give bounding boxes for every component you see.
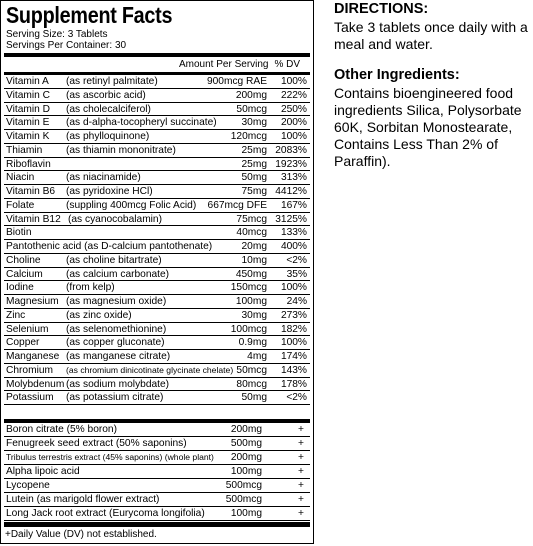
- nutrient-dv: 100%: [280, 76, 307, 87]
- nutrient-dv: 4412%: [275, 186, 307, 197]
- nutrient-row: [4, 281, 310, 295]
- nutrient-dv: 167%: [280, 199, 307, 211]
- nutrient-source: (as choline bitartrate): [66, 254, 162, 266]
- nutrient-name: Selenium: [6, 323, 49, 335]
- other-name: Tribulus terrestris extract (45% saponins) (whole plant): [6, 452, 214, 462]
- other-amount: 100mg: [230, 508, 262, 519]
- other-row: [4, 423, 310, 437]
- nutrient-row: [4, 103, 310, 117]
- other-row: [4, 493, 310, 507]
- nutrient-source: (as manganese citrate): [66, 351, 171, 362]
- nutrient-name: Magnesium: [6, 296, 59, 307]
- other-amount: 500mcg: [225, 494, 262, 505]
- nutrient-source: (as retinyl palmitate): [66, 76, 158, 87]
- directions-text: Take 3 tablets once daily with a meal and water.: [334, 19, 528, 52]
- nutrient-row: [4, 323, 310, 337]
- nutrient-source: (as pyridoxine HCl): [66, 186, 153, 197]
- thick-divider: [4, 53, 310, 57]
- other-name: Long Jack root extract (Eurycoma longifolia): [6, 508, 205, 519]
- other-amount: 100mg: [230, 466, 262, 477]
- other-ingredients-text: Contains bioengineered food ingredients Silica, Polysorbate 60K, Sorbitan Monostearate, Contains Less Than 2% of Paraffin).: [334, 85, 522, 169]
- nutrient-amount: 100mg: [235, 296, 267, 307]
- nutrient-row: [4, 391, 310, 405]
- nutrient-name: Niacin: [6, 172, 35, 184]
- nutrient-row: [4, 254, 310, 268]
- nutrient-row: [4, 378, 310, 392]
- other-row: [4, 437, 310, 451]
- directions-heading: DIRECTIONS:: [334, 1, 429, 17]
- other-dv: +: [298, 424, 304, 435]
- nutrient-source: (as copper gluconate): [66, 337, 165, 349]
- nutrient-amount: 80mcg: [236, 378, 267, 390]
- nutrient-row: [4, 226, 310, 240]
- nutrient-amount: 200mg: [235, 89, 267, 101]
- other-name: Fenugreek seed extract (50% saponins): [6, 438, 187, 449]
- nutrient-amount: 30mg: [241, 117, 267, 129]
- other-row: [4, 465, 310, 479]
- nutrient-row: [4, 295, 310, 309]
- nutrient-row: [4, 171, 310, 185]
- nutrient-name: Chromium: [6, 364, 53, 376]
- nutrient-amount: 10mg: [241, 254, 267, 266]
- nutrient-source: (as cholecalciferol): [66, 103, 151, 115]
- nutrient-source: (as niacinamide): [66, 172, 141, 184]
- nutrient-dv: 100%: [280, 131, 307, 142]
- nutrient-amount: 75mg: [241, 186, 267, 197]
- column-header: [4, 58, 310, 72]
- nutrient-name: Iodine: [6, 282, 34, 294]
- nutrient-table: [4, 75, 310, 405]
- nutrient-dv: 313%: [280, 172, 307, 184]
- nutrient-dv: 100%: [280, 282, 307, 294]
- other-name: Alpha lipoic acid: [6, 466, 80, 477]
- nutrient-amount: 75mcg: [236, 213, 267, 225]
- nutrient-dv: 273%: [280, 309, 307, 321]
- servings-per-container: Servings Per Container: 30: [6, 40, 127, 51]
- nutrient-amount: 450mg: [235, 268, 267, 280]
- nutrient-name: Vitamin E: [6, 117, 50, 129]
- nutrient-source: (suppling 400mcg Folic Acid): [66, 199, 197, 211]
- nutrient-amount: 30mg: [241, 309, 267, 321]
- other-dv: +: [298, 494, 304, 505]
- nutrient-amount: 667mcg DFE: [207, 199, 267, 211]
- other-dv: +: [298, 466, 304, 477]
- nutrient-amount: 50mg: [241, 392, 267, 404]
- other-dv: +: [298, 508, 304, 519]
- other-amount: 200mg: [230, 424, 262, 435]
- nutrient-row: [4, 144, 310, 158]
- other-amount: 500mcg: [225, 480, 262, 491]
- nutrient-amount: 120mcg: [230, 131, 267, 142]
- nutrient-amount: 0.9mg: [238, 337, 267, 349]
- nutrient-name: Vitamin B12: [6, 213, 61, 225]
- nutrient-row: [4, 89, 310, 103]
- nutrient-name: Choline: [6, 254, 41, 266]
- nutrient-amount: 20mg: [241, 241, 267, 252]
- nutrient-dv: 178%: [280, 378, 307, 390]
- nutrient-dv: 2083%: [275, 144, 307, 156]
- nutrient-amount: 900mcg RAE: [206, 76, 267, 87]
- other-dv: +: [298, 452, 304, 463]
- nutrient-row: [4, 185, 310, 199]
- other-row: [4, 451, 310, 465]
- nutrient-row: [4, 199, 310, 213]
- other-amount: 200mg: [230, 452, 262, 463]
- nutrient-dv: 250%: [280, 103, 307, 115]
- amount-header: Amount Per Serving: [179, 59, 269, 70]
- nutrient-dv: 174%: [280, 351, 307, 362]
- nutrient-row: [4, 336, 310, 350]
- dv-header: % DV: [274, 59, 300, 70]
- other-name: Boron citrate (5% boron): [6, 424, 117, 435]
- nutrient-source: (as potassium citrate): [66, 392, 164, 404]
- nutrient-name: Potassium: [6, 392, 54, 404]
- nutrient-row: [4, 158, 310, 172]
- nutrient-name: Pantothenic acid (as D-calcium pantothenate): [6, 241, 213, 252]
- nutrient-dv: <2%: [286, 254, 307, 266]
- nutrient-row: [4, 213, 310, 227]
- nutrient-source: (as cyanocobalamin): [68, 213, 162, 225]
- nutrient-amount: 100mcg: [230, 323, 267, 335]
- thick-divider: [4, 522, 310, 527]
- nutrient-name: Vitamin A: [6, 76, 49, 87]
- other-name: Lycopene: [6, 480, 50, 491]
- nutrient-source: (as sodium molybdate): [66, 378, 170, 390]
- nutrient-amount: 50mg: [241, 172, 267, 184]
- other-amount: 500mg: [230, 438, 262, 449]
- panel-title: Supplement Facts: [6, 2, 173, 28]
- nutrient-source: (as thiamin mononitrate): [66, 144, 176, 156]
- nutrient-source: (as chromium dinicotinate glycinate chelate): [66, 364, 234, 375]
- nutrient-row: [4, 75, 310, 89]
- nutrient-dv: 400%: [280, 241, 307, 252]
- other-ingredient-table: [4, 423, 310, 521]
- nutrient-source: (as d-alpha-tocopheryl succinate): [66, 117, 217, 129]
- nutrient-dv: 182%: [280, 323, 307, 335]
- nutrient-name: Folate: [6, 199, 35, 211]
- nutrient-row: [4, 130, 310, 144]
- nutrient-name: Thiamin: [6, 144, 43, 156]
- nutrient-amount: 40mcg: [236, 227, 267, 239]
- nutrient-dv: 143%: [280, 364, 307, 376]
- nutrient-dv: 200%: [280, 117, 307, 129]
- nutrient-amount: 50mcg: [236, 103, 267, 115]
- nutrient-name: Riboflavin: [6, 158, 51, 170]
- other-dv: +: [298, 480, 304, 491]
- nutrient-dv: 35%: [286, 268, 307, 280]
- nutrient-name: Manganese: [6, 351, 60, 362]
- nutrient-amount: 50mcg: [236, 364, 267, 376]
- nutrient-row: [4, 116, 310, 130]
- nutrient-name: Vitamin D: [6, 103, 50, 115]
- other-ingredients-heading: Other Ingredients:: [334, 67, 460, 83]
- nutrient-dv: 133%: [280, 227, 307, 239]
- nutrient-source: (as ascorbic acid): [66, 89, 146, 101]
- nutrient-name: Zinc: [6, 309, 26, 321]
- nutrient-source: (as calcium carbonate): [66, 268, 170, 280]
- nutrient-name: Vitamin K: [6, 131, 50, 142]
- nutrient-source: (as selenomethionine): [66, 323, 167, 335]
- nutrient-dv: 24%: [286, 296, 307, 307]
- nutrient-name: Vitamin C: [6, 89, 50, 101]
- nutrient-dv: 3125%: [275, 213, 307, 225]
- nutrient-name: Molybdenum: [6, 378, 65, 390]
- other-row: [4, 479, 310, 493]
- nutrient-row: [4, 268, 310, 282]
- nutrient-row: [4, 350, 310, 364]
- nutrient-source: (as phylloquinone): [66, 131, 150, 142]
- serving-size: Serving Size: 3 Tablets: [6, 29, 108, 40]
- nutrient-row: [4, 364, 310, 378]
- other-dv: +: [298, 438, 304, 449]
- nutrient-row: [4, 240, 310, 254]
- nutrient-amount: 4mg: [247, 351, 267, 362]
- footnote: +Daily Value (DV) not established.: [5, 529, 157, 540]
- nutrient-dv: 100%: [280, 337, 307, 349]
- nutrient-dv: 1923%: [275, 158, 307, 170]
- nutrient-name: Vitamin B6: [6, 186, 56, 197]
- nutrient-name: Biotin: [6, 227, 32, 239]
- nutrient-dv: 222%: [280, 89, 307, 101]
- other-name: Lutein (as marigold flower extract): [6, 494, 160, 505]
- nutrient-source: (from kelp): [66, 282, 115, 294]
- nutrient-amount: 25mg: [241, 158, 267, 170]
- nutrient-amount: 25mg: [241, 144, 267, 156]
- nutrient-amount: 150mcg: [230, 282, 267, 294]
- nutrient-name: Calcium: [6, 268, 43, 280]
- nutrient-row: [4, 309, 310, 323]
- other-row: [4, 507, 310, 521]
- nutrient-name: Copper: [6, 337, 40, 349]
- nutrient-source: (as zinc oxide): [66, 309, 132, 321]
- nutrient-dv: <2%: [286, 392, 307, 404]
- nutrient-source: (as magnesium oxide): [66, 296, 167, 307]
